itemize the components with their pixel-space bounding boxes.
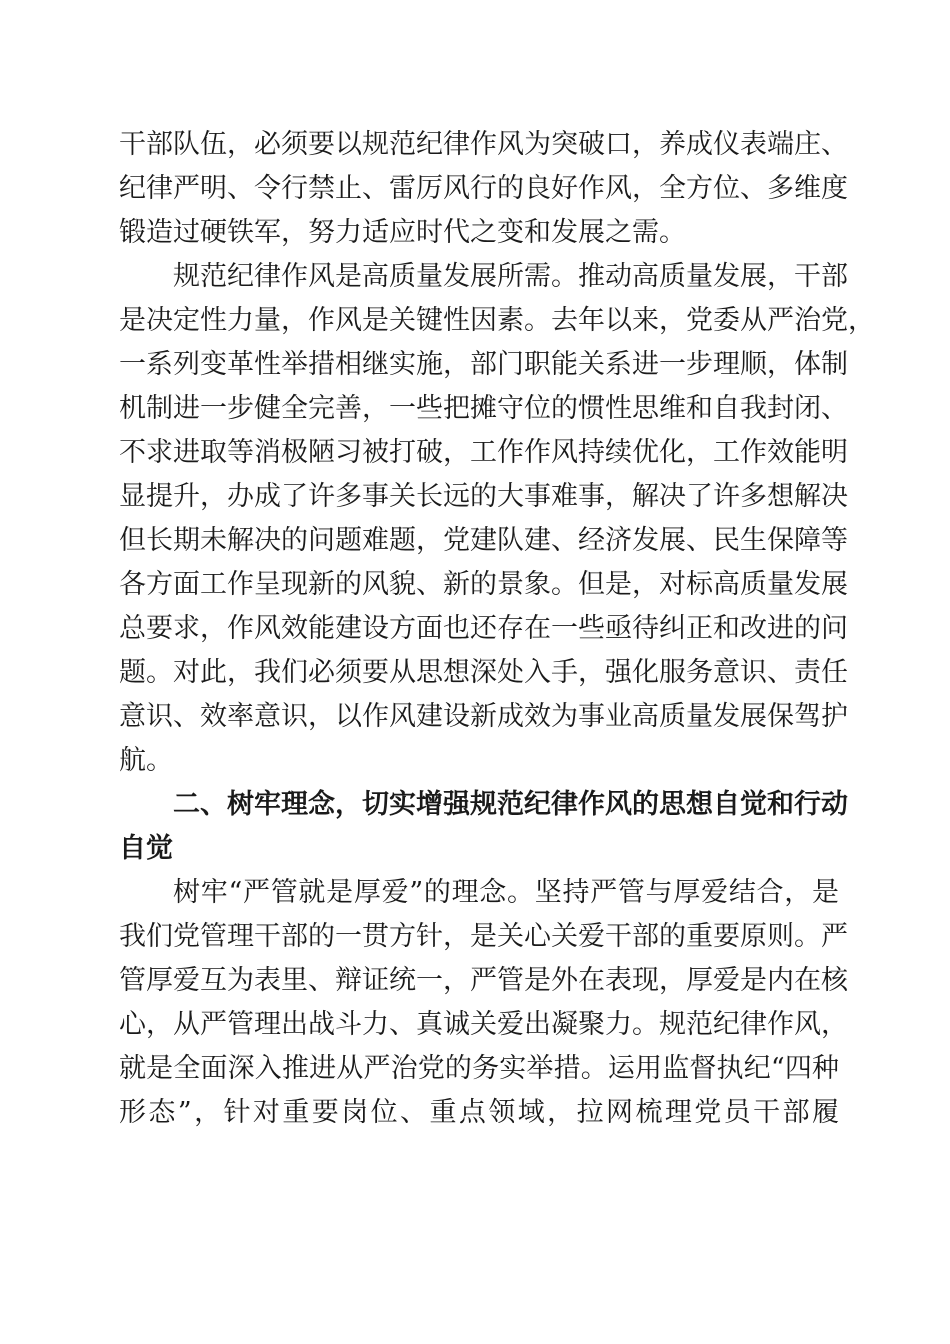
body-text-line: 显提升，办成了许多事关长远的大事难事，解决了许多想解决 — [119, 481, 848, 512]
section-heading-continuation: 自觉 — [119, 833, 173, 864]
body-text-line: 我们党管理干部的一贯方针，是关心关爱干部的重要原则。严 — [119, 921, 848, 952]
body-text-line: 但长期未解决的问题难题，党建队建、经济发展、民生保障等 — [119, 525, 848, 556]
body-text-line: 不求进取等消极陋习被打破，工作作风持续优化，工作效能明 — [119, 437, 848, 468]
body-text-line: 机制进一步健全完善，一些把摊守位的惯性思维和自我封闭、 — [119, 393, 848, 424]
paragraph-first-line: 规范纪律作风是高质量发展所需。推动高质量发展，干部 — [173, 261, 848, 292]
body-text-line: 就是全面深入推进从严治党的务实举措。运用监督执纪“四种 — [119, 1053, 839, 1084]
body-text-line: 管厚爱互为表里、辩证统一，严管是外在表现，厚爱是内在核 — [119, 965, 848, 996]
body-text-line: 总要求，作风效能建设方面也还存在一些亟待纠正和改进的问 — [119, 613, 848, 644]
body-text-line: 题。对此，我们必须要从思想深处入手，强化服务意识、责任 — [119, 657, 848, 688]
body-text-line: 各方面工作呈现新的风貌、新的景象。但是，对标高质量发展 — [119, 569, 848, 600]
body-text-line: 纪律严明、令行禁止、雷厉风行的良好作风，全方位、多维度 — [119, 173, 848, 204]
body-text-line: 是决定性力量，作风是关键性因素。去年以来，党委从严治党， — [119, 305, 875, 336]
body-text-line: 锻造过硬铁军，努力适应时代之变和发展之需。 — [119, 217, 686, 248]
body-text-line: 形态”，针对重要岗位、重点领域，拉网梳理党员干部履 — [119, 1097, 839, 1128]
body-text-line: 一系列变革性举措相继实施，部门职能关系进一步理顺，体制 — [119, 349, 848, 380]
body-text-line: 干部队伍，必须要以规范纪律作风为突破口，养成仪表端庄、 — [119, 129, 848, 160]
body-text-line: 心，从严管理出战斗力、真诚关爱出凝聚力。规范纪律作风， — [119, 1009, 848, 1040]
section-heading: 二、树牢理念，切实增强规范纪律作风的思想自觉和行动 — [173, 789, 848, 820]
body-text-line: 航。 — [119, 745, 173, 776]
body-text-line: 意识、效率意识，以作风建设新成效为事业高质量发展保驾护 — [119, 701, 848, 732]
paragraph-first-line: 树牢“严管就是厚爱”的理念。坚持严管与厚爱结合，是 — [173, 877, 839, 908]
